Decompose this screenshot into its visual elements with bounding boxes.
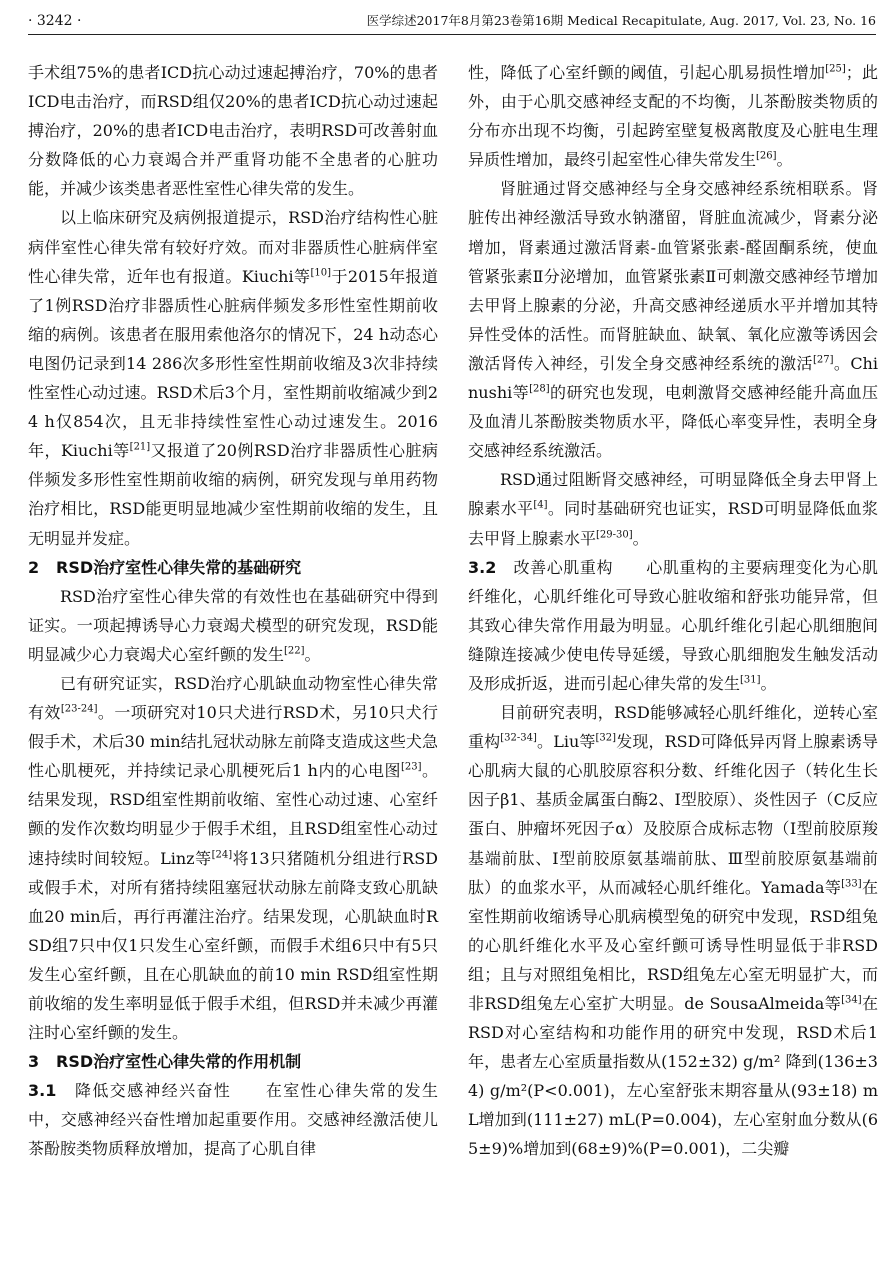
- paragraph: 已有研究证实，RSD治疗心肌缺血动物室性心律失常有效[23-24]。一项研究对10只犬进行RSD术，另10只犬行假手术，术后30 min结扎冠状动脉左前降支造成这些犬急性心肌梗死，并持续记录心肌梗死后1 h内的心电图[23]。结果发现，RSD组室性期前收缩、室性心动过速、心室纤颤的发作次数均明显少于假手术组，且RSD组室性心动过速持续时间较短。Linz等[24]将13只猪随机分组进行RSD或假手术，对所有猪持续阻塞冠状动脉左前降支致心肌缺血20 min后，再行再灌注治疗。结果发现，心肌缺血时RSD组7只中仅1只发生心室纤颤，而假手术组6只中有5只发生心室纤颤，且在心肌缺血的前10 min RSD组室性期前收缩的发生率明显低于假手术组，但RSD并未减少再灌注时心室纤颤的发生。: [28, 673, 438, 1043]
- citation[interactable]: [27]: [812, 354, 834, 366]
- paragraph: 3.2 改善心肌重构 心肌重构的主要病理变化为心肌纤维化，心肌纤维化可导致心脏收缩和舒张功能异常，但其致心律失常作用最为明显。心肌纤维化引起心肌细胞间缝隙连接减少使电传导延缓，导致心肌细胞发生触发活动及形成折返，进而引起心律失常的发生[31]。: [468, 557, 878, 693]
- citation[interactable]: [34]: [841, 994, 862, 1006]
- right-column: [468, 58, 878, 1164]
- citation[interactable]: [21]: [129, 441, 151, 453]
- citation[interactable]: [23]: [400, 761, 422, 773]
- section-heading: 3 RSD治疗室性心律失常的作用机制: [28, 1052, 302, 1072]
- paragraph: RSD通过阻断肾交感神经，可明显降低全身去甲肾上腺素水平[4]。同时基础研究也证实，RSD可明显降低血浆去甲肾上腺素水平[29-30]。: [468, 470, 878, 548]
- subsection-heading: 3.1: [28, 1081, 57, 1101]
- citation[interactable]: [26]: [756, 150, 777, 162]
- citation[interactable]: [23-24]: [60, 703, 98, 715]
- subsection-heading: 降低交感神经兴奋性: [75, 1081, 232, 1101]
- journal-citation: 医学综述2017年8月第23卷第16期 Medical Recapitulate, Aug. 2017, Vol. 23, No. 16: [366, 13, 876, 28]
- section-heading: 2 RSD治疗室性心律失常的基础研究: [28, 557, 302, 577]
- page-number: · 3242 ·: [28, 13, 82, 29]
- left-column: [28, 58, 438, 1164]
- subsection-heading: 改善心肌重构: [513, 557, 614, 577]
- paragraph: 性，降低了心室纤颤的阈值，引起心肌易损性增加[25]；此外，由于心肌交感神经支配的不均衡，儿茶酚胺类物质的分布亦出现不均衡，引起跨室壁复极离散度及心脏电生理异质性增加，最终引起室性心律失常发生[26]。: [468, 63, 878, 170]
- citation[interactable]: [22]: [284, 645, 305, 657]
- citation[interactable]: [10]: [310, 267, 332, 279]
- paragraph: 目前研究表明，RSD能够减轻心肌纤维化，逆转心室重构[32-34]。Liu等[32]发现，RSD可降低异丙肾上腺素诱导心肌病大鼠的心肌胶原容积分数、纤维化因子（转化生长因子β1、基质金属蛋白酶2、Ⅰ型胶原）、炎性因子（C反应蛋白、肿瘤坏死因子α）及胶原合成标志物（Ⅰ型前胶原羧基端前肽、Ⅰ型前胶原氨基端前肽、Ⅲ型前胶原氨基端前肽）的血浆水平，从而减轻心肌纤维化。Yamada等[33]在室性期前收缩诱导心肌病模型兔的研究中发现，RSD组兔的心肌纤维化水平及心室纤颤可诱导性明显低于非RSD组；且与对照组兔相比，RSD组兔左心室无明显扩大，而非RSD组兔左心室扩大明显。de SousaAlmeida等[34]在RSD对心室结构和功能作用的研究中发现，RSD术后1年，患者左心室质量指数从(152±32) g/m² 降到(136±34) g/m²(P<0.001)，左心室舒张末期容量从(93±18) mL增加到(111±27) mL(P=0.004)，左心室射血分数从(65±9)%增加到(68±9)%(P=0.001)，二尖瓣: [468, 703, 878, 1159]
- running-header: [28, 10, 876, 35]
- citation[interactable]: [29-30]: [596, 529, 633, 541]
- paragraph: 3.1 降低交感神经兴奋性 在室性心律失常的发生中，交感神经兴奋性增加起重要作用。交感神经激活使儿茶酚胺类物质释放增加，提高了心肌自律: [28, 1081, 438, 1159]
- paragraph: 肾脏通过肾交感神经与全身交感神经系统相联系。肾脏传出神经激活导致水钠潴留，肾脏血流减少，肾素分泌增加，肾素通过激活肾素-血管紧张素-醛固酮系统，使血管紧张素Ⅱ分泌增加，血管紧张素Ⅱ可刺激交感神经节增加去甲肾上腺素的分泌，升高交感神经递质水平并增加其特异性受体的活性。而肾脏缺血、缺氧、氧化应激等诱因会激活肾传入神经，引发全身交感神经系统的激活[27]。Chinushi等[28]的研究也发现，电刺激肾交感神经能升高血压及血清儿茶酚胺类物质水平，降低心率变异性，表明全身交感神经系统激活。: [468, 179, 878, 461]
- paragraph: 手术组75%的患者ICD抗心动过速起搏治疗，70%的患者ICD电击治疗，而RSD组仅20%的患者ICD抗心动过速起搏治疗，20%的患者ICD电击治疗，表明RSD可改善射血分数降低的心力衰竭合并严重肾功能不全患者的心脏功能，并减少该类患者恶性室性心律失常的发生。: [28, 63, 438, 199]
- citation[interactable]: [28]: [529, 383, 550, 395]
- citation[interactable]: [32-34]: [500, 732, 537, 744]
- citation[interactable]: [31]: [740, 674, 761, 686]
- citation[interactable]: [33]: [841, 878, 862, 890]
- paragraph: 以上临床研究及病例报道提示，RSD治疗结构性心脏病伴室性心律失常有较好疗效。而对非器质性心脏病伴室性心律失常，近年也有报道。Kiuchi等[10]于2015年报道了1例RSD治疗非器质性心脏病伴频发多形性室性期前收缩的病例。该患者在服用索他洛尔的情况下，24 h动态心电图仍记录到14 286次多形性室性期前收缩及3次非持续性室性心动过速。RSD术后3个月，室性期前收缩减少到24 h仅854次，且无非持续性室性心动过速发生。2016年，Kiuchi等[21]又报道了20例RSD治疗非器质性心脏病伴频发多形性室性期前收缩的病例，研究发现与单用药物治疗相比，RSD能更明显地减少室性期前收缩的发生，且无明显并发症。: [28, 208, 438, 548]
- subsection-heading: 3.2: [468, 557, 497, 577]
- citation[interactable]: [32]: [595, 732, 617, 744]
- citation[interactable]: [25]: [825, 63, 846, 75]
- paragraph: RSD治疗室性心律失常的有效性也在基础研究中得到证实。一项起搏诱导心力衰竭犬模型的研究发现，RSD能明显减少心力衰竭犬心室纤颤的发生[22]。: [28, 586, 438, 664]
- citation[interactable]: [4]: [533, 500, 548, 512]
- citation[interactable]: [24]: [211, 849, 233, 861]
